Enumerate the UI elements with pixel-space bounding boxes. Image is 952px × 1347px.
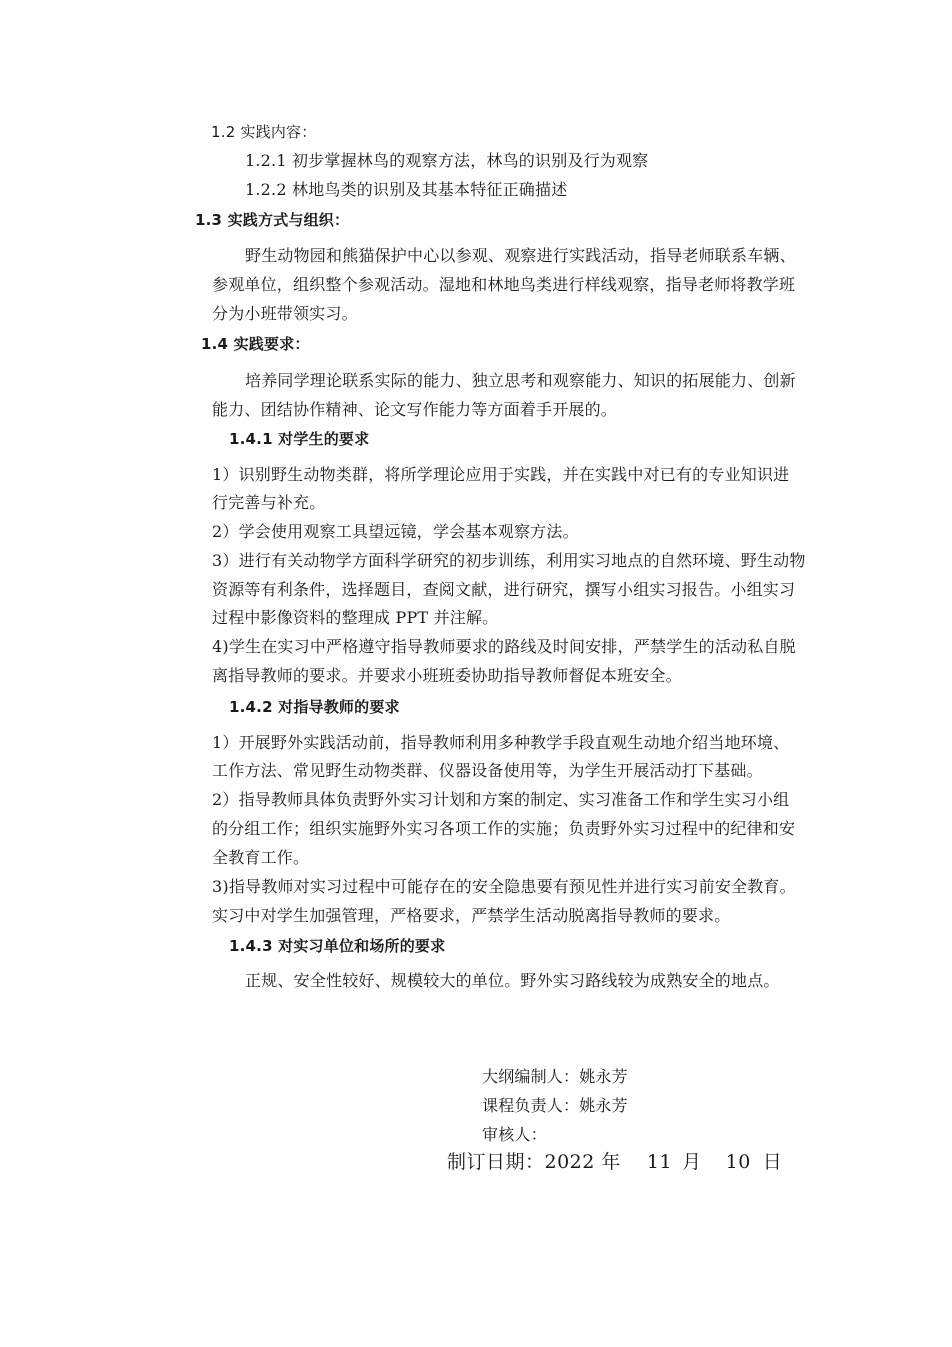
section-1-4-1-line-5: 资源等有利条件，选择题目，查阅文献，进行研究，撰写小组实习报告。小组实习 — [212, 580, 796, 599]
section-1-4-1-line-2: 行完善与补充。 — [212, 493, 326, 512]
section-1-4-line-2: 能力、团结协作精神、论文写作能力等方面着手开展的。 — [212, 400, 618, 419]
section-1-4-1-title: 1.4.1 对学生的要求 — [229, 430, 370, 448]
section-1-4-3-title: 1.4.3 对实习单位和场所的要求 — [229, 937, 446, 955]
section-1-4-1-line-7: 4)学生在实习中严格遵守指导教师要求的路线及时间安排，严禁学生的活动私自脱 — [212, 637, 796, 656]
section-1-4-2-line-4: 的分组工作；组织实施野外实习各项工作的实施；负责野外实习过程中的纪律和安 — [212, 819, 796, 838]
section-1-4-2-line-5: 全教育工作。 — [212, 848, 310, 867]
revision-day: 10 — [725, 1151, 751, 1173]
section-1-4-title: 1.4 实践要求： — [201, 335, 310, 353]
section-1-2-item-2: 1.2.2 林地鸟类的识别及其基本特征正确描述 — [245, 180, 568, 199]
section-1-3-line-3: 分为小班带领实习。 — [212, 304, 358, 323]
section-1-4-1-line-6: 过程中影像资料的整理成 PPT 并注解。 — [212, 608, 499, 627]
section-1-4-2-line-7: 实习中对学生加强管理，严格要求，严禁学生活动脱离指导教师的要求。 — [212, 906, 731, 925]
section-1-4-1-line-8: 离指导教师的要求。并要求小班班委协助指导教师督促本班安全。 — [212, 666, 682, 685]
section-1-4-1-line-4: 3）进行有关动物学方面科学研究的初步训练，利用实习地点的自然环境、野生动物 — [212, 551, 806, 570]
section-1-2-item-1: 1.2.1 初步掌握林鸟的观察方法，林鸟的识别及行为观察 — [245, 151, 649, 170]
section-1-4-2-line-6: 3)指导教师对实习过程中可能存在的安全隐患要有预见性并进行实习前安全教育。 — [212, 877, 796, 896]
course-owner: 课程负责人：姚永芳 — [482, 1096, 628, 1115]
revision-month-unit: 月 — [682, 1151, 702, 1173]
section-1-4-1-line-3: 2）学会使用观察工具望远镜，学会基本观察方法。 — [212, 522, 579, 541]
section-1-4-2-line-2: 工作方法、常见野生动物类群、仪器设备使用等，为学生开展活动打下基础。 — [212, 761, 763, 780]
section-1-3-title: 1.3 实践方式与组织： — [195, 211, 350, 229]
revision-month: 11 — [646, 1151, 673, 1173]
section-1-3-line-1: 野生动物园和熊猫保护中心以参观、观察进行实践活动，指导老师联系车辆、 — [245, 246, 796, 265]
section-1-4-2-line-1: 1）开展野外实践活动前，指导教师利用多种教学手段直观生动地介绍当地环境、 — [212, 733, 790, 752]
section-1-4-2-line-3: 2）指导教师具体负责野外实习计划和方案的制定、实习准备工作和学生实习小组 — [212, 790, 790, 809]
revision-date-label: 制订日期：2022 年 — [447, 1151, 621, 1173]
section-1-3-line-2: 参观单位，组织整个参观活动。湿地和林地鸟类进行样线观察，指导老师将教学班 — [212, 275, 796, 294]
section-1-4-line-1: 培养同学理论联系实际的能力、独立思考和观察能力、知识的拓展能力、创新 — [245, 371, 796, 390]
outline-author: 大纲编制人：姚永芳 — [482, 1067, 628, 1086]
section-1-4-3-line-1: 正规、安全性较好、规模较大的单位。野外实习路线较为成熟安全的地点。 — [245, 971, 780, 990]
section-1-2-title: 1.2 实践内容： — [211, 123, 317, 141]
revision-date — [447, 1151, 782, 1173]
section-1-4-1-line-1: 1）识别野生动物类群，将所学理论应用于实践，并在实践中对已有的专业知识进 — [212, 465, 790, 484]
section-1-4-2-title: 1.4.2 对指导教师的要求 — [229, 698, 400, 716]
revision-day-unit: 日 — [762, 1151, 783, 1173]
reviewer: 审核人： — [482, 1125, 547, 1144]
